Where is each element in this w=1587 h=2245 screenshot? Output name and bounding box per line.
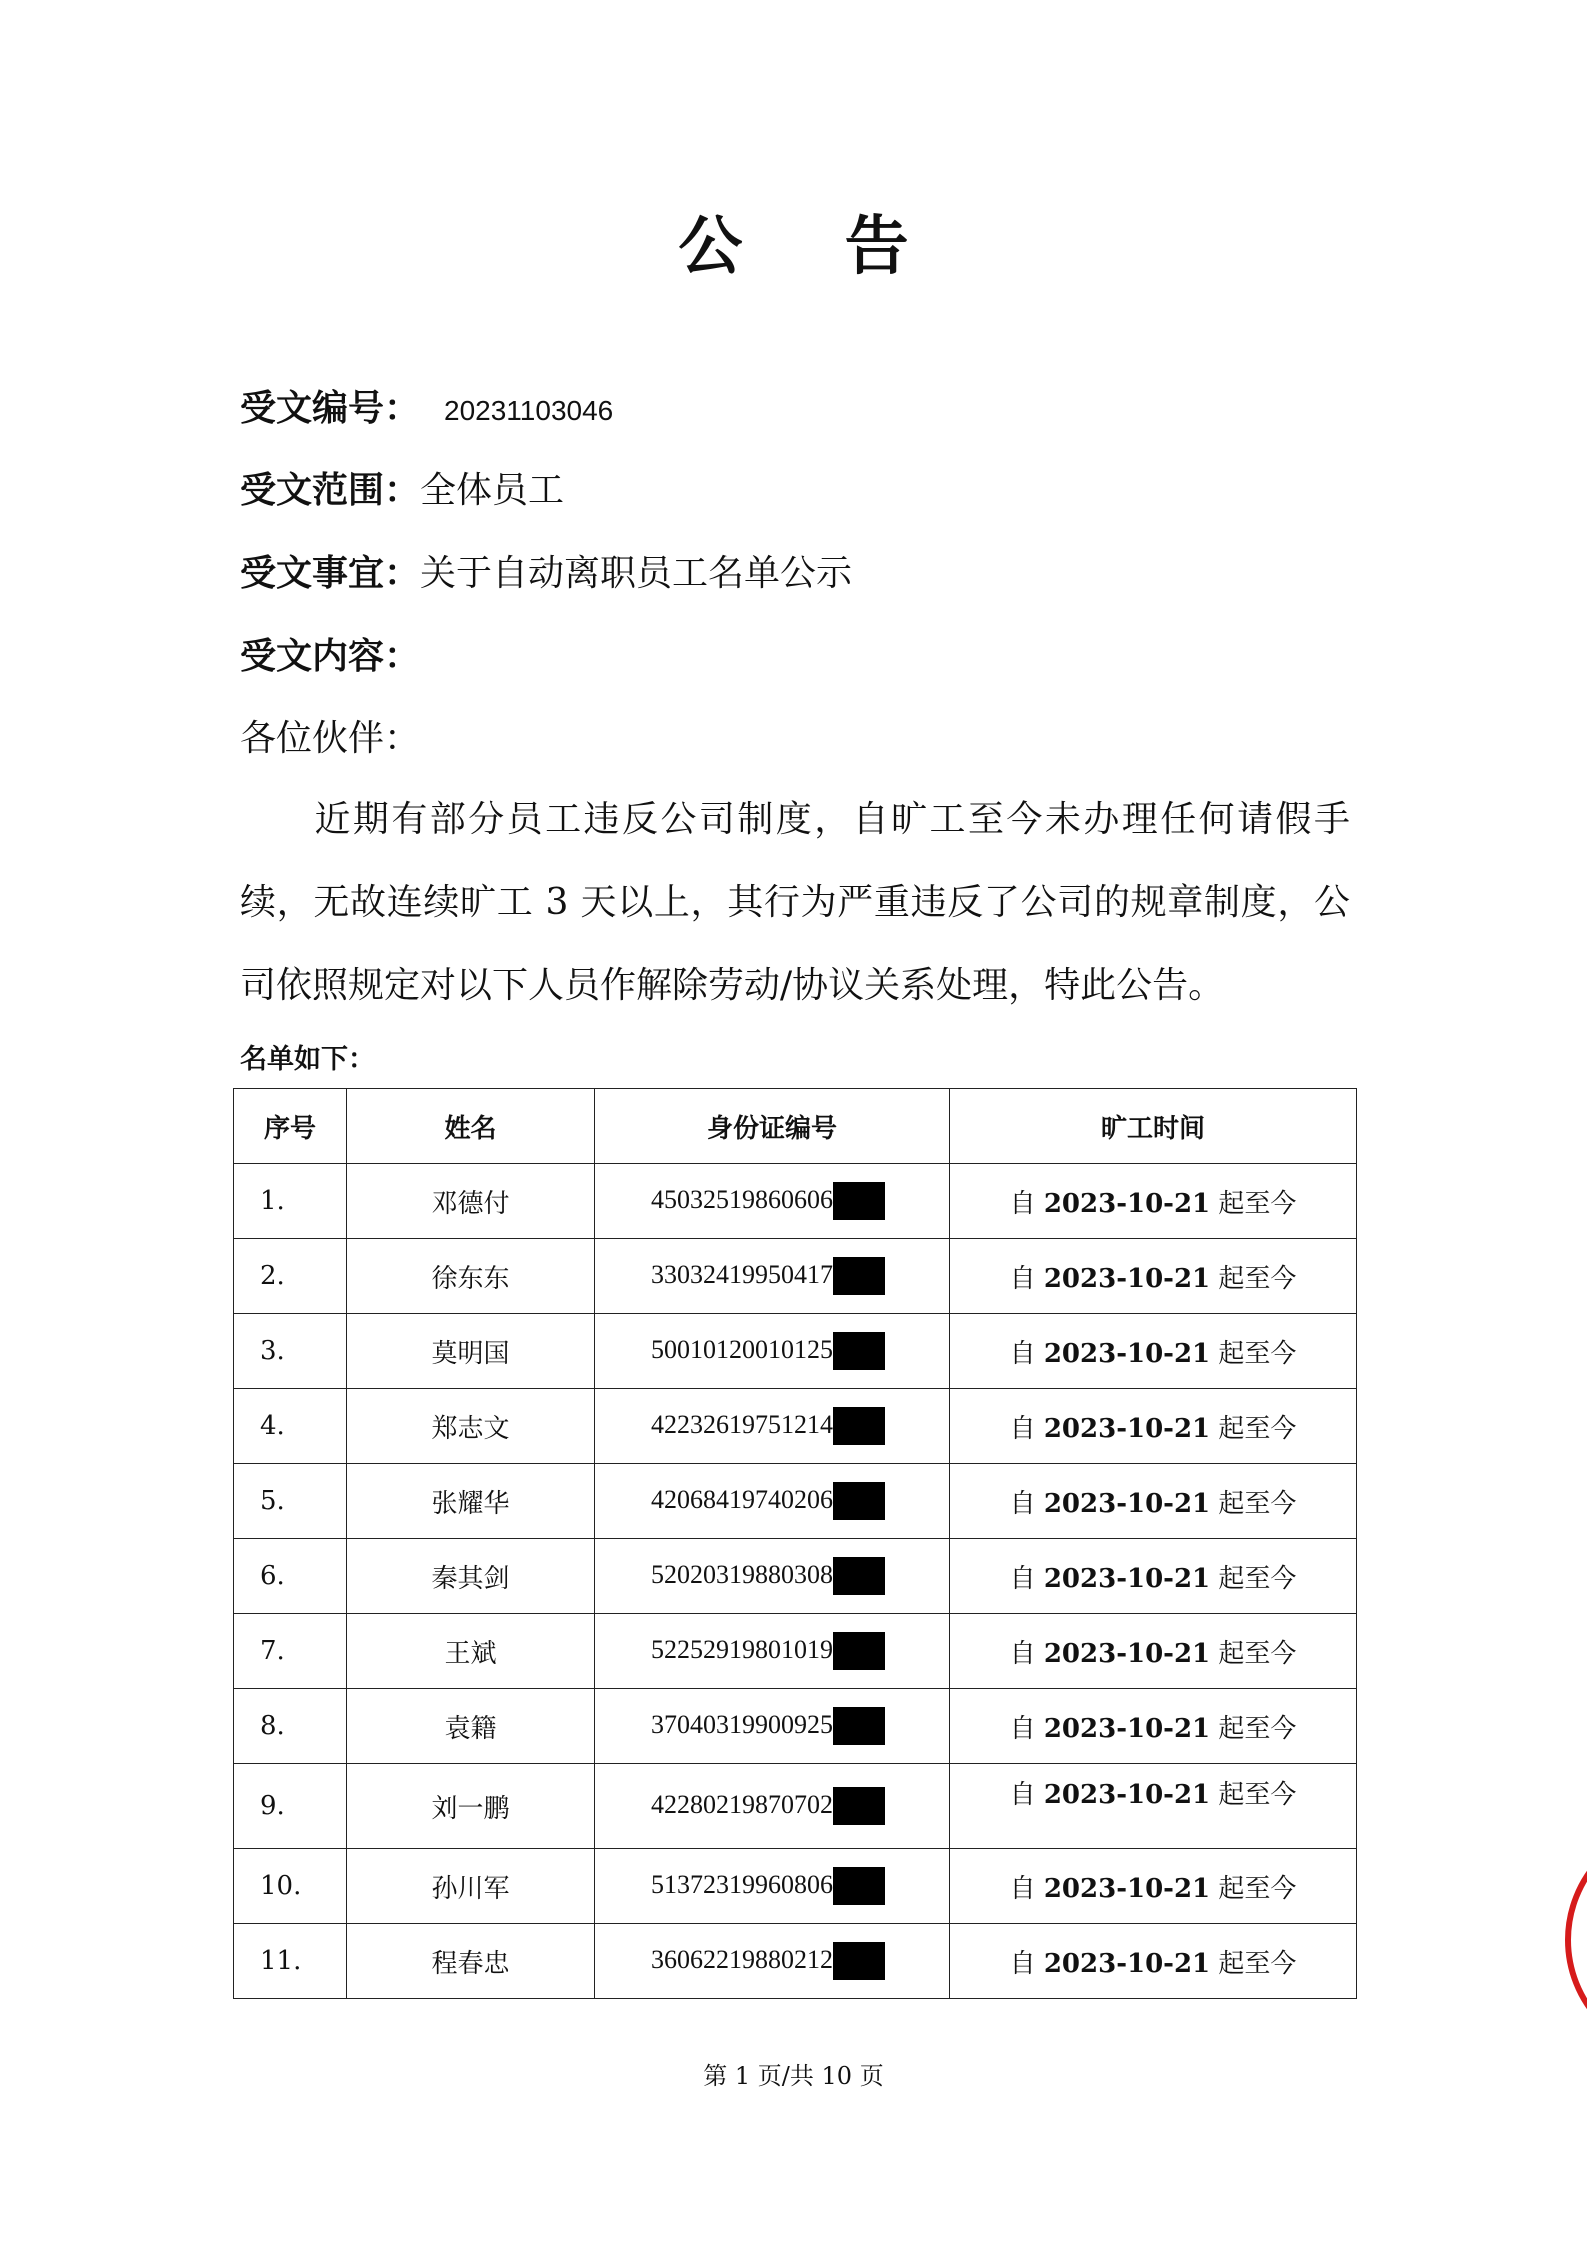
absence-suffix: 起至今 <box>1210 1873 1297 1904</box>
row-seq: 8. <box>234 1689 347 1764</box>
row-seq: 9. <box>234 1764 347 1849</box>
row-id-number: 36062219880212 <box>651 1945 833 1974</box>
row-seq: 7. <box>234 1614 347 1689</box>
row-id-number: 42068419740206 <box>651 1485 833 1514</box>
header-name: 姓名 <box>347 1089 595 1164</box>
row-absence-time <box>950 1464 1357 1539</box>
row-absence-time <box>950 1314 1357 1389</box>
table-header-row <box>234 1089 1357 1164</box>
absence-suffix: 起至今 <box>1210 1488 1297 1519</box>
absence-suffix: 起至今 <box>1210 1563 1297 1594</box>
row-id-cell <box>595 1164 950 1239</box>
absence-prefix: 自 <box>1009 1413 1044 1444</box>
absence-prefix: 自 <box>1009 1338 1044 1369</box>
absence-date: 2023-10-21 <box>1043 1780 1211 1810</box>
row-name: 郑志文 <box>347 1389 595 1464</box>
row-id-number: 42280219870702 <box>651 1790 833 1819</box>
row-id-cell <box>595 1689 950 1764</box>
row-name: 邓德付 <box>347 1164 595 1239</box>
list-heading: 名单如下： <box>240 1044 375 1075</box>
table-row <box>234 1764 1357 1849</box>
greeting: 各位伙伴： <box>240 718 421 759</box>
absence-suffix: 起至今 <box>1210 1780 1297 1810</box>
header-id: 身份证编号 <box>595 1089 950 1164</box>
absence-prefix: 自 <box>1009 1188 1044 1219</box>
row-name: 王斌 <box>347 1614 595 1689</box>
redaction-block <box>833 1707 885 1745</box>
row-absence-time <box>950 1539 1357 1614</box>
table-row <box>234 1239 1357 1314</box>
absence-prefix: 自 <box>1009 1488 1044 1519</box>
field-content <box>240 628 420 679</box>
absence-date: 2023-10-21 <box>1043 1413 1211 1444</box>
row-id-cell <box>595 1924 950 1999</box>
row-seq: 11. <box>234 1924 347 1999</box>
table-row <box>234 1164 1357 1239</box>
field-value: 关于自动离职员工名单公示 <box>420 553 853 594</box>
redaction-block <box>833 1257 885 1295</box>
table-row <box>234 1464 1357 1539</box>
table-row <box>234 1314 1357 1389</box>
row-name: 袁籍 <box>347 1689 595 1764</box>
table-row <box>234 1924 1357 1999</box>
absence-prefix: 自 <box>1009 1638 1044 1669</box>
table-row <box>234 1849 1357 1924</box>
row-seq: 4. <box>234 1389 347 1464</box>
absence-prefix: 自 <box>1009 1263 1044 1294</box>
row-id-cell <box>595 1389 950 1464</box>
header-seq: 序号 <box>234 1089 347 1164</box>
row-id-cell <box>595 1764 950 1849</box>
row-name: 莫明国 <box>347 1314 595 1389</box>
row-id-number: 52020319880308 <box>651 1560 833 1589</box>
absence-prefix: 自 <box>1009 1780 1044 1810</box>
field-label: 受文范围： <box>240 469 421 511</box>
absence-suffix: 起至今 <box>1210 1948 1297 1979</box>
redaction-block <box>833 1557 885 1595</box>
row-absence-time <box>950 1389 1357 1464</box>
redaction-block <box>833 1482 885 1520</box>
row-seq: 5. <box>234 1464 347 1539</box>
row-id-cell <box>595 1314 950 1389</box>
row-absence-time <box>950 1614 1357 1689</box>
row-id-number: 50010120010125 <box>651 1335 833 1364</box>
table-row <box>234 1539 1357 1614</box>
absence-prefix: 自 <box>1009 1713 1044 1744</box>
row-absence-time <box>950 1239 1357 1314</box>
row-id-cell <box>595 1539 950 1614</box>
field-doc-number <box>240 380 613 431</box>
header-absence: 旷工时间 <box>950 1089 1357 1164</box>
field-subject <box>240 545 852 596</box>
absence-date: 2023-10-21 <box>1043 1638 1211 1669</box>
row-seq: 10. <box>234 1849 347 1924</box>
page-title: 公 告 <box>678 209 949 284</box>
row-name: 程春忠 <box>347 1924 595 1999</box>
field-value: 全体员工 <box>420 470 565 511</box>
company-seal <box>1565 1820 1587 2060</box>
redaction-block <box>833 1332 885 1370</box>
redaction-block <box>833 1867 885 1905</box>
row-absence-time <box>950 1164 1357 1239</box>
row-name: 徐东东 <box>347 1239 595 1314</box>
absence-prefix: 自 <box>1009 1948 1044 1979</box>
redaction-block <box>833 1182 885 1220</box>
row-id-cell <box>595 1464 950 1539</box>
field-scope <box>240 462 564 513</box>
absence-date: 2023-10-21 <box>1043 1338 1211 1369</box>
absence-prefix: 自 <box>1009 1873 1044 1904</box>
dismissal-table <box>233 1088 1357 1999</box>
absence-suffix: 起至今 <box>1210 1263 1297 1294</box>
absence-date: 2023-10-21 <box>1043 1188 1211 1219</box>
table-row <box>234 1389 1357 1464</box>
table-row <box>234 1614 1357 1689</box>
absence-suffix: 起至今 <box>1210 1338 1297 1369</box>
row-id-number: 51372319960806 <box>651 1870 833 1899</box>
absence-prefix: 自 <box>1009 1563 1044 1594</box>
absence-date: 2023-10-21 <box>1043 1713 1211 1744</box>
notice-paragraph <box>240 778 1350 1027</box>
absence-date: 2023-10-21 <box>1043 1563 1211 1594</box>
absence-date: 2023-10-21 <box>1043 1873 1211 1904</box>
row-id-cell <box>595 1849 950 1924</box>
row-id-number: 33032419950417 <box>651 1260 833 1289</box>
field-label: 受文事宜： <box>240 552 421 594</box>
doc-number-value: 20231103046 <box>444 395 614 426</box>
row-absence-time <box>950 1689 1357 1764</box>
row-absence-time <box>950 1764 1357 1849</box>
row-id-number: 37040319900925 <box>651 1710 833 1739</box>
redaction-block <box>833 1632 885 1670</box>
row-id-number: 52252919801019 <box>651 1635 833 1664</box>
row-id-number: 45032519860606 <box>651 1185 833 1214</box>
absence-suffix: 起至今 <box>1210 1638 1297 1669</box>
absence-suffix: 起至今 <box>1210 1713 1297 1744</box>
row-name: 秦其剑 <box>347 1539 595 1614</box>
field-label: 受文内容： <box>240 635 421 677</box>
row-id-number: 42232619751214 <box>651 1410 833 1439</box>
row-id-cell <box>595 1614 950 1689</box>
row-name: 刘一鹏 <box>347 1764 595 1849</box>
row-absence-time <box>950 1849 1357 1924</box>
row-absence-time <box>950 1924 1357 1999</box>
absence-date: 2023-10-21 <box>1043 1263 1211 1294</box>
absence-date: 2023-10-21 <box>1043 1488 1211 1519</box>
absence-suffix: 起至今 <box>1210 1413 1297 1444</box>
row-seq: 3. <box>234 1314 347 1389</box>
absence-suffix: 起至今 <box>1210 1188 1297 1219</box>
row-seq: 1. <box>234 1164 347 1239</box>
row-id-cell <box>595 1239 950 1314</box>
row-seq: 6. <box>234 1539 347 1614</box>
row-name: 张耀华 <box>347 1464 595 1539</box>
row-seq: 2. <box>234 1239 347 1314</box>
page-footer: 第 1 页/共 10 页 <box>703 2062 884 2090</box>
absence-date: 2023-10-21 <box>1043 1948 1211 1979</box>
table-row <box>234 1689 1357 1764</box>
field-label: 受文编号： <box>240 387 421 429</box>
notice-text: 近期有部分员工违反公司制度，自旷工至今未办理任何请假手续，无故连续旷工 3 天以上，其行为严重违反了公司的规章制度，公司依照规定对以下人员作解除劳动/协议关系处理，特此公告。 <box>240 799 1350 1006</box>
redaction-block <box>833 1407 885 1445</box>
redaction-block <box>833 1942 885 1980</box>
redaction-block <box>833 1787 885 1825</box>
row-name: 孙川军 <box>347 1849 595 1924</box>
